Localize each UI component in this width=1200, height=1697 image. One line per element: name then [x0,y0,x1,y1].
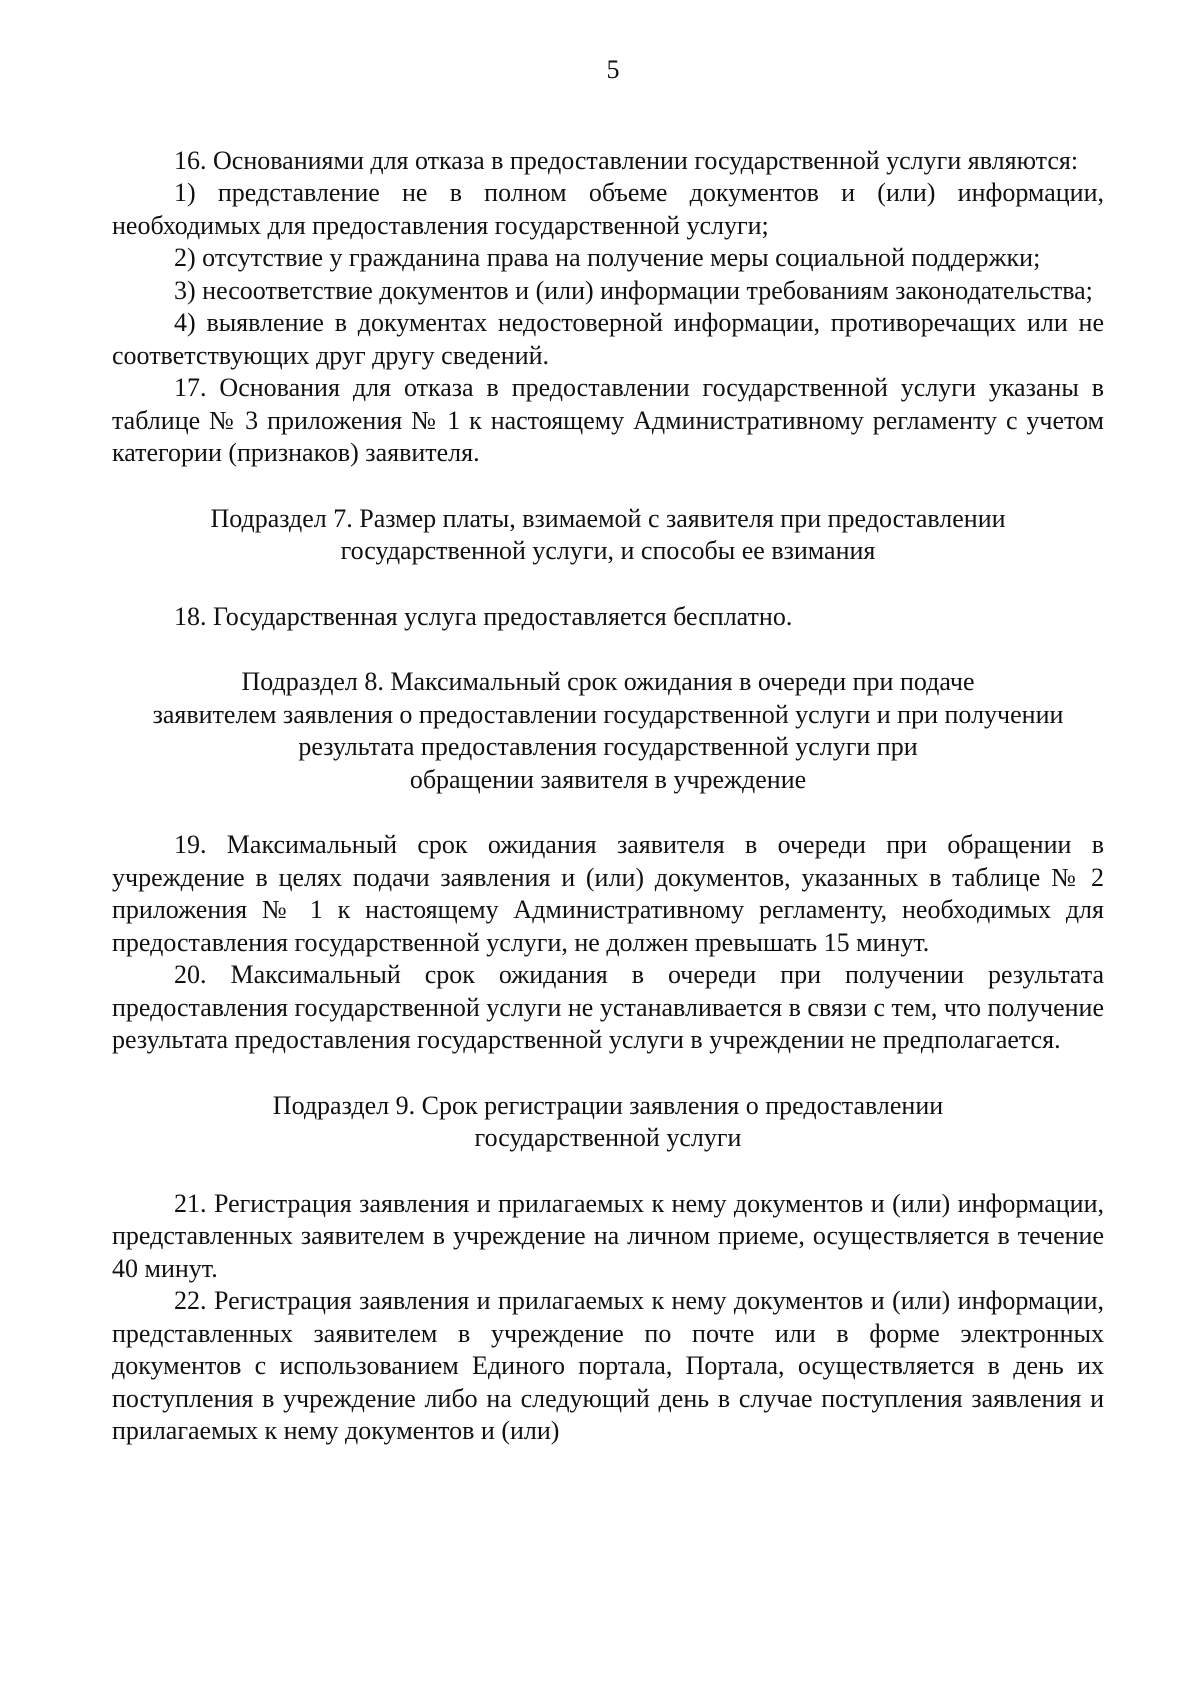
subsection-8-heading-line: обращении заявителя в учреждение [409,764,807,794]
subsection-9-heading-line: государственной услуги [474,1123,742,1152]
paragraph-16: 16. Основаниями для отказа в предоставлении государственной услуги являются: [174,145,1079,175]
paragraph-16-item-4: 4) выявление в документах недостоверной информации, противоречащих или не соответствующих друг другу сведений. [112,308,1104,370]
subsection-8-heading-line: результата предоставления государственной услуги при [298,732,918,761]
paragraph-21: 21. Регистрация заявления и прилагаемых к нему документов и (или) информации, представленных заявителем в учреждение на личном приеме, осуществляется в течение 40 минут. [112,1188,1104,1283]
paragraph-18: 18. Государственная услуга предоставляется бесплатно. [174,601,793,631]
subsection-7-heading [112,503,1104,568]
paragraph-16-item-3: 3) несоответствие документов и (или) информации требованиям законодательства; [174,275,1093,305]
paragraph-22: 22. Регистрация заявления и прилагаемых к нему документов и (или) информации, представленных заявителем в учреждение по почте или в форме электронных документов с использованием Единого портала, Портала, осуществляется в день их поступления в учреждение либо на следующий день в случае поступления заявления и прилагаемых к нему документов и (или) [112,1286,1104,1445]
subsection-9-heading-line: Подраздел 9. Срок регистрации заявления о предоставлении [272,1090,944,1120]
subsection-7-heading-line: Подраздел 7. Размер платы, взимаемой с заявителя при предоставлении [210,503,1006,533]
paragraph-16-item-1: 1) представление не в полном объеме документов и (или) информации, необходимых для предоставления государственной услуги; [112,178,1104,240]
subsection-9-heading [112,1090,1104,1155]
page-number: 5 [606,55,620,84]
paragraph-16-item-2: 2) отсутствие у гражданина права на получение меры социальной поддержки; [174,243,1041,272]
subsection-8-heading-line: Подраздел 8. Максимальный срок ожидания в очереди при подаче [241,667,975,696]
paragraph-19: 19. Максимальный срок ожидания заявителя в очереди при обращении в учреждение в целях подачи заявления и (или) документов, указанных в таблице № 2 приложения № 1 к настоящему Административному регламенту, необходимых для предоставления государственной услуги, не должен превышать 15 минут. [112,830,1104,957]
subsection-8-heading [112,666,1104,796]
subsection-8-heading-line: заявителем заявления о предоставлении государственной услуги и при получении [152,699,1064,729]
subsection-7-heading-line: государственной услуги, и способы ее взимания [340,536,876,565]
paragraph-17: 17. Основания для отказа в предоставлении государственной услуги указаны в таблице № 3 приложения № 1 к настоящему Административному регламенту с учетом категории (признаков) заявителя. [112,373,1104,467]
paragraph-20: 20. Максимальный срок ожидания в очереди при получении результата предоставления государственной услуги не устанавливается в связи с тем, что получение результата предоставления государственной услуги в учреждении не предполагается. [112,960,1104,1054]
